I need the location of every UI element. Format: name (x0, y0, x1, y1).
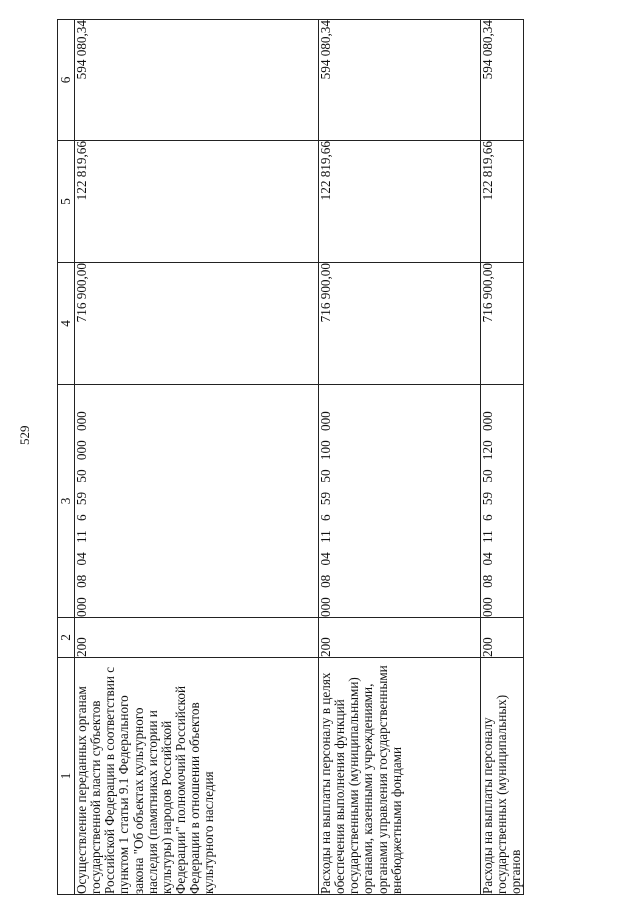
header-col-5: 5 (58, 141, 75, 263)
table-header-row (58, 20, 75, 895)
rotated-table-container (57, 20, 524, 895)
row-unexecuted-cell: 594 080,34 (75, 20, 319, 141)
header-col-2: 2 (58, 618, 75, 658)
row-unexecuted-cell: 594 080,34 (319, 20, 481, 141)
row-executed-cell: 122 819,66 (319, 141, 481, 263)
header-col-1: 1 (58, 658, 75, 895)
row-grbs-cell: 200 (481, 618, 524, 658)
page-number: 529 (17, 425, 32, 445)
budget-execution-table (57, 19, 524, 895)
row-executed-cell: 122 819,66 (75, 141, 319, 263)
row-approved-cell: 716 900,00 (481, 263, 524, 385)
table-row (481, 20, 524, 895)
row-name-cell: Расходы на выплаты персоналу в целях обеспечения выполнения функций государственными (муниципальными) органами, казенными учреждениями, органами управления государственными внебюджетными фондами (319, 658, 481, 895)
row-grbs-cell: 200 (75, 618, 319, 658)
row-unexecuted-cell: 594 080,34 (481, 20, 524, 141)
row-approved-cell: 716 900,00 (75, 263, 319, 385)
row-grbs-cell: 200 (319, 618, 481, 658)
table-row (75, 20, 319, 895)
row-name-cell: Расходы на выплаты персоналу государственных (муниципальных) органов (481, 658, 524, 895)
header-col-3: 3 (58, 385, 75, 618)
row-code-cell: 000 08 04 11 6 59 50 000 000 (75, 385, 319, 618)
header-col-4: 4 (58, 263, 75, 385)
row-name-cell: Осуществление переданных органам государственной власти субъектов Российской Федерации в соответствии с пунктом 1 статьи 9.1 Федерального закона "Об объектах культурного наследия (памятниках истории и культуры) народов Российской Федерации" полномочий Российской Федерации в отношении объектов культурного наследия (75, 658, 319, 895)
row-executed-cell: 122 819,66 (481, 141, 524, 263)
row-code-cell: 000 08 04 11 6 59 50 100 000 (319, 385, 481, 618)
header-col-6: 6 (58, 20, 75, 141)
row-code-cell: 000 08 04 11 6 59 50 120 000 (481, 385, 524, 618)
table-row (319, 20, 481, 895)
row-approved-cell: 716 900,00 (319, 263, 481, 385)
